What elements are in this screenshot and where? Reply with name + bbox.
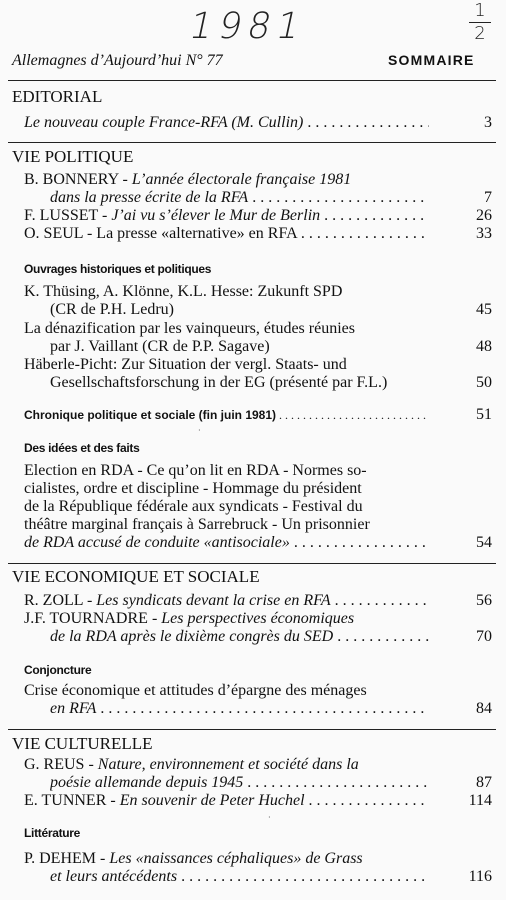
toc-entry-klonne: K. Thüsing, A. Klönne, K.L. Hesse: Zukunft SPD <box>24 283 343 300</box>
entry-author: O. SEUL <box>24 225 83 242</box>
entry-author: B. BONNERY <box>24 171 119 188</box>
speck-mark: · <box>198 426 201 435</box>
section-divider <box>8 563 496 564</box>
subsection-title-idees: Des idées et des faits <box>24 441 140 455</box>
page-number: 84 <box>476 700 492 717</box>
toc-entry-tournadre: J.F. TOURNADRE - Les perspectives économiques <box>24 610 355 627</box>
entry-title: En souvenir de Peter Huchel <box>119 792 305 809</box>
subsection-title-conjoncture: Conjoncture <box>24 663 92 677</box>
section-title-editorial: EDITORIAL <box>12 87 103 106</box>
section-title-vie-economique: VIE ECONOMIQUE ET SOCIALE <box>12 567 260 586</box>
page-number: 50 <box>476 374 492 391</box>
toc-entry-haberle-cont: Gesellschaftsforschung in der EG (présenté par F.L.) <box>50 374 388 391</box>
page-number: 48 <box>476 338 492 355</box>
section-divider <box>8 80 496 81</box>
entry-title: L’année électorale française 1981 <box>131 171 352 188</box>
toc-entry-idees-line: de la République fédérale aux syndicats - Festival du <box>24 498 363 515</box>
entry-title-cont: en RFA <box>50 700 97 717</box>
page-number: 3 <box>484 114 492 131</box>
entry-title: Les syndicats devant la crise en RFA <box>96 592 331 609</box>
section-divider <box>8 729 496 730</box>
toc-entry-denazification: La dénazification par les vainqueurs, études réunies <box>24 320 355 337</box>
page-number: 51 <box>476 406 492 423</box>
subsection-title-chronique: Chronique politique et sociale (fin juin 1981) <box>24 408 277 422</box>
page-number: 26 <box>476 207 492 224</box>
speck-mark: · <box>268 813 271 822</box>
section-title-vie-culturelle: VIE CULTURELLE <box>12 734 153 753</box>
entry-author: R. ZOLL <box>24 592 83 609</box>
toc-entry-idees-line: théâtre marginal français à Sarrebruck - Un prisonnier <box>24 516 370 533</box>
page-title: SOMMAIRE <box>388 52 475 68</box>
handwritten-year: 1981 <box>185 6 310 47</box>
toc-entry-bonnery: B. BONNERY - L’année électorale française 1981 <box>24 171 352 188</box>
section-divider <box>8 142 496 143</box>
entry-author: P. DEHEM <box>24 850 97 867</box>
entry-title-cont: de la RDA après le dixième congrès du SED <box>50 628 334 645</box>
toc-entry-idees-line-last <box>24 534 429 552</box>
subsection-title-litterature: Littérature <box>24 826 81 840</box>
page-number: 33 <box>476 225 492 242</box>
entry-title: de RDA accusé de conduite «antisociale» <box>24 534 290 551</box>
entry-author: J.F. TOURNADRE <box>24 610 148 627</box>
page-number: 114 <box>468 792 492 809</box>
journal-title: Allemagnes d’Aujourd’hui N° 77 <box>12 52 223 69</box>
entry-title: Les perspectives économiques <box>161 610 355 627</box>
section-title-vie-politique: VIE POLITIQUE <box>12 147 134 166</box>
toc-entry-idees-line: Election en RDA - Ce qu’on lit en RDA - Normes so- <box>24 462 367 479</box>
entry-title: Nature, environnement et société dans la <box>97 756 359 773</box>
handwritten-page-fraction <box>468 2 492 43</box>
toc-entry-tournadre-cont <box>50 628 429 646</box>
page-number: 70 <box>476 628 492 645</box>
entry-title-cont: poésie allemande depuis 1945 <box>50 774 244 791</box>
toc-entry-zoll: R. ZOLL - Les syndicats devant la crise en RFA . . . <box>24 592 429 610</box>
entry-author: G. REUS <box>24 756 85 773</box>
toc-entry-seul: O. SEUL - La presse «alternative» en RFA . . . <box>24 225 429 243</box>
page-number: 56 <box>476 592 492 609</box>
toc-entry-lusset: F. LUSSET - J’ai vu s’élever le Mur de Berlin . . . <box>24 207 429 225</box>
toc-entry-reus-cont <box>50 774 429 792</box>
entry-title-cont: et leurs antécédents <box>50 868 178 885</box>
toc-entry-idees-line: cialistes, ordre et discipline - Hommage du président <box>24 480 362 497</box>
toc-entry-dehem: P. DEHEM - Les «naissances céphaliques» de Grass <box>24 850 363 867</box>
toc-entry-denazification-cont: par J. Vaillant (CR de P.P. Sagave) <box>50 338 270 355</box>
page-number: 45 <box>476 301 492 318</box>
subsection-title-ouvrages: Ouvrages historiques et politiques <box>24 262 212 276</box>
entry-title-cont: dans la presse écrite de la RFA <box>50 189 249 206</box>
toc-entry-reus: G. REUS - Nature, environnement et société dans la <box>24 756 359 773</box>
toc-entry-chronique <box>24 406 429 424</box>
toc-entry-tunner: E. TUNNER - En souvenir de Peter Huchel . . . <box>24 792 429 810</box>
entry-title: J’ai vu s’élever le Mur de Berlin <box>111 207 321 224</box>
page-number: 116 <box>468 868 492 885</box>
toc-entry-bonnery-cont <box>50 189 429 207</box>
toc-entry-conjoncture: Crise économique et attitudes d’épargne des ménages <box>24 682 367 699</box>
page-number: 7 <box>484 189 492 206</box>
entry-title: La presse «alternative» en RFA <box>96 225 297 242</box>
page-fraction-bottom: 2 <box>474 23 486 44</box>
entry-author: E. TUNNER <box>24 792 107 809</box>
entry-title: Les «naissances céphaliques» de Grass <box>109 850 363 867</box>
page-number: 87 <box>476 774 492 791</box>
toc-entry-dehem-cont <box>50 868 429 886</box>
toc-entry-conjoncture-cont <box>50 700 429 718</box>
toc-entry-cullin <box>24 114 429 132</box>
toc-entry-haberle: Häberle-Picht: Zur Situation der vergl. Staats- und <box>24 356 347 373</box>
entry-author: F. LUSSET <box>24 207 98 224</box>
page-number: 54 <box>476 534 492 551</box>
entry-title: Le nouveau couple France-RFA (M. Cullin) <box>24 114 304 131</box>
page-fraction-top: 1 <box>474 0 486 21</box>
toc-entry-klonne-cont: (CR de P.H. Ledru) <box>50 301 174 318</box>
